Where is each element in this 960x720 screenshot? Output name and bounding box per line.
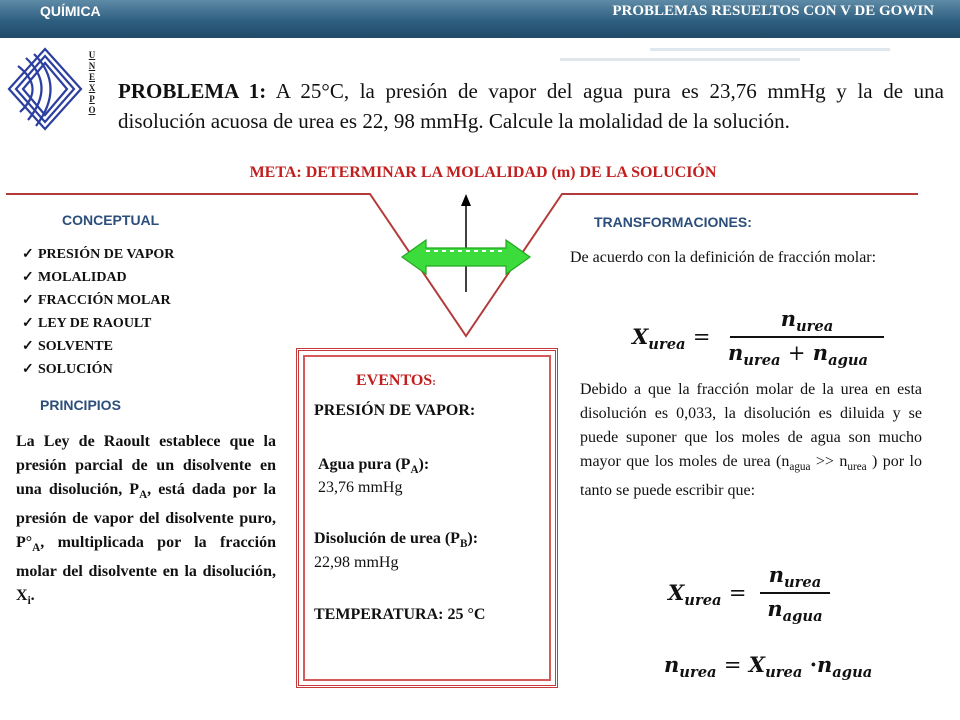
equation-approx-numerator: $n_{urea}$ [768, 562, 822, 592]
vertical-arrowhead [461, 194, 471, 206]
vapor-pressure-label: PRESIÓN DE VAPOR: [314, 402, 476, 419]
page-title: PROBLEMAS RESUELTOS CON V DE GOWIN [612, 3, 934, 19]
list-item: ✓ SOLVENTE [22, 335, 174, 358]
problem-statement [118, 76, 944, 136]
principles-text: La Ley de Raoult establece que la presión parcial de un disolvente en una disolución, $P_A$, está dada por la presión de vapor del disolvente puro, $P^\circ_A$, multiplicada por la fracción molar del disolvente en la disolución, $X_i$. [16, 433, 277, 608]
equation-approx-lhs: $X_{urea}$ = [668, 580, 747, 610]
list-item: ✓ PRESIÓN DE VAPOR [22, 243, 174, 266]
header-divider [650, 48, 890, 51]
header-bar [0, 0, 960, 38]
equation-molar-fraction-lhs: $X_{urea}$ = [632, 324, 711, 354]
header-divider [560, 58, 800, 61]
pure-water-label: Agua pura $(P_A)$: [318, 456, 430, 477]
logo-wordmark: U N E X P O [88, 50, 96, 115]
urea-solution-label: Disolución de urea $(P_B)$: [314, 530, 479, 551]
check-icon: ✓ [22, 316, 34, 331]
list-item: ✓ FRACCIÓN MOLAR [22, 289, 174, 312]
check-icon: ✓ [22, 362, 34, 377]
equation-approx-denominator: $n_{agua}$ [767, 596, 823, 626]
problem-label: PROBLEMA 1: [118, 79, 267, 103]
goal-heading: META: DETERMINAR LA MOLALIDAD (m) DE LA SOLUCIÓN [249, 164, 717, 181]
pure-water-value: 23,76 mmHg [318, 479, 403, 496]
list-item: ✓ MOLALIDAD [22, 266, 174, 289]
transformations-intro: De acuerdo con la definición de fracción molar: [570, 249, 877, 266]
dilution-assumption-text: Debido a que la fracción molar de la urea en esta disolución es 0,033, la disolución es diluida y se puede suponer que los moles de agua son mucho mayor que los moles de urea ($n_{agua} >> n_{urea}$ ) por lo tanto se puede escribir que: [580, 381, 923, 500]
transformations-heading: TRANSFORMACIONES: [594, 214, 752, 230]
conceptual-heading: CONCEPTUAL [62, 212, 160, 228]
check-icon: ✓ [22, 270, 34, 285]
concept-list [22, 243, 174, 381]
principles-heading: PRINCIPIOS [40, 397, 121, 413]
temperature: TEMPERATURA: 25 °C [314, 606, 486, 623]
check-icon: ✓ [22, 247, 34, 262]
equation-moles-urea: $n_{urea} = X_{urea} \cdot n_{agua}$ [664, 652, 873, 682]
equation-molar-fraction-denominator: $n_{urea} + n_{agua}$ [728, 340, 869, 370]
events-heading: EVENTOS: [356, 372, 436, 389]
list-item: ✓ LEY DE RAOULT [22, 312, 174, 335]
fraction-bar [730, 336, 884, 338]
equation-molar-fraction-numerator: $n_{urea}$ [780, 306, 834, 336]
unexpo-logo [6, 46, 84, 132]
check-icon: ✓ [22, 293, 34, 308]
subject-title: QUÍMICA [40, 3, 101, 19]
list-item: ✓ SOLUCIÓN [22, 358, 174, 381]
urea-solution-value: 22,98 mmHg [314, 554, 399, 571]
events-box [296, 348, 558, 688]
check-icon: ✓ [22, 339, 34, 354]
problem-text: A 25°C, la presión de vapor del agua pura es 23,76 mmHg y la de una disolución acuosa de urea es 22, 98 mmHg. Calcule la molalidad de la solución. [118, 79, 944, 133]
fraction-bar [760, 592, 830, 594]
